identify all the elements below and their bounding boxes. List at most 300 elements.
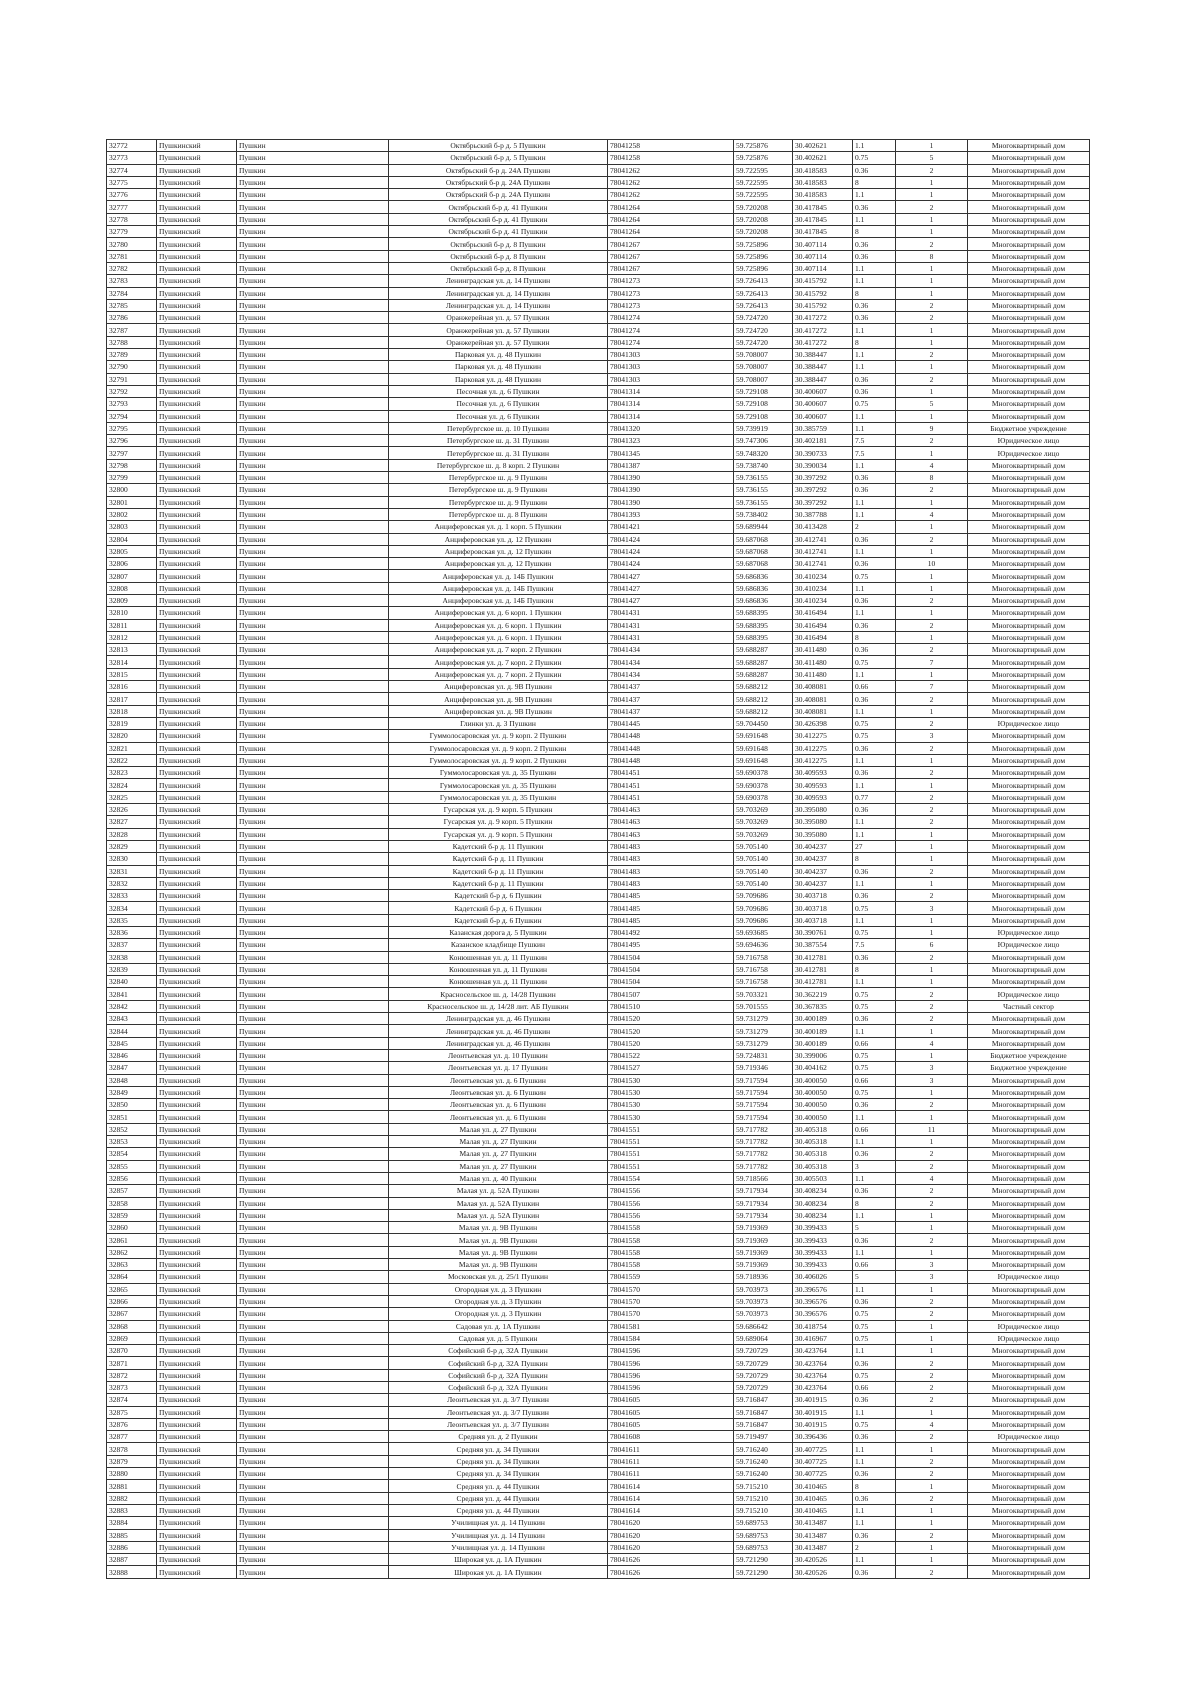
volume-cell: 0.75 xyxy=(853,1086,896,1098)
object-code-cell: 78041559 xyxy=(608,1271,734,1283)
object-code-cell: 78041463 xyxy=(608,816,734,828)
count-cell: 3 xyxy=(896,1271,968,1283)
city-cell: Пушкин xyxy=(237,1406,389,1418)
address-cell: Леонтьевская ул. д. 6 Пушкин xyxy=(389,1074,608,1086)
city-cell: Пушкин xyxy=(237,976,389,988)
count-cell: 2 xyxy=(896,890,968,902)
count-cell: 1 xyxy=(896,140,968,152)
address-cell: Песочная ул. д. 6 Пушкин xyxy=(389,398,608,410)
row-id-cell: 32863 xyxy=(107,1259,157,1271)
longitude-cell: 30.408081 xyxy=(793,681,853,693)
row-id-cell: 32778 xyxy=(107,213,157,225)
latitude-cell: 59.719346 xyxy=(734,1062,793,1074)
longitude-cell: 30.418754 xyxy=(793,1320,853,1332)
table-row xyxy=(107,1517,1090,1529)
table-row xyxy=(107,607,1090,619)
longitude-cell: 30.367835 xyxy=(793,1000,853,1012)
longitude-cell: 30.388447 xyxy=(793,361,853,373)
city-cell: Пушкин xyxy=(237,1332,389,1344)
district-cell: Пушкинский xyxy=(157,1468,237,1480)
row-id-cell: 32877 xyxy=(107,1431,157,1443)
object-code-cell: 78041614 xyxy=(608,1504,734,1516)
object-type-cell: Частный сектор xyxy=(968,1000,1090,1012)
latitude-cell: 59.708007 xyxy=(734,361,793,373)
object-type-cell: Многоквартирный дом xyxy=(968,213,1090,225)
count-cell: 2 xyxy=(896,1308,968,1320)
district-cell: Пушкинский xyxy=(157,902,237,914)
object-code-cell: 78041483 xyxy=(608,877,734,889)
volume-cell: 0.75 xyxy=(853,1308,896,1320)
volume-cell: 0.75 xyxy=(853,902,896,914)
table-row xyxy=(107,1468,1090,1480)
row-id-cell: 32797 xyxy=(107,447,157,459)
row-id-cell: 32777 xyxy=(107,201,157,213)
district-cell: Пушкинский xyxy=(157,1320,237,1332)
row-id-cell: 32807 xyxy=(107,570,157,582)
latitude-cell: 59.725896 xyxy=(734,238,793,250)
city-cell: Пушкин xyxy=(237,1554,389,1566)
volume-cell: 0.66 xyxy=(853,1037,896,1049)
table-row xyxy=(107,385,1090,397)
count-cell: 4 xyxy=(896,1037,968,1049)
volume-cell: 2 xyxy=(853,1541,896,1553)
volume-cell: 0.36 xyxy=(853,250,896,262)
address-cell: Анциферовская ул. д. 9В Пушкин xyxy=(389,705,608,717)
city-cell: Пушкин xyxy=(237,1369,389,1381)
city-cell: Пушкин xyxy=(237,742,389,754)
count-cell: 1 xyxy=(896,1209,968,1221)
row-id-cell: 32880 xyxy=(107,1468,157,1480)
table-row xyxy=(107,1504,1090,1516)
district-cell: Пушкинский xyxy=(157,730,237,742)
longitude-cell: 30.400189 xyxy=(793,1013,853,1025)
volume-cell: 0.36 xyxy=(853,1529,896,1541)
latitude-cell: 59.703973 xyxy=(734,1295,793,1307)
row-id-cell: 32779 xyxy=(107,226,157,238)
district-cell: Пушкинский xyxy=(157,558,237,570)
district-cell: Пушкинский xyxy=(157,951,237,963)
table-row xyxy=(107,545,1090,557)
count-cell: 2 xyxy=(896,1234,968,1246)
count-cell: 1 xyxy=(896,361,968,373)
row-id-cell: 32804 xyxy=(107,533,157,545)
count-cell: 1 xyxy=(896,1320,968,1332)
district-cell: Пушкинский xyxy=(157,1295,237,1307)
object-type-cell: Многоквартирный дом xyxy=(968,312,1090,324)
table-row xyxy=(107,828,1090,840)
city-cell: Пушкин xyxy=(237,1345,389,1357)
address-cell: Анциферовская ул. д. 14Б Пушкин xyxy=(389,594,608,606)
volume-cell: 0.75 xyxy=(853,1332,896,1344)
longitude-cell: 30.405318 xyxy=(793,1136,853,1148)
table-row xyxy=(107,1062,1090,1074)
volume-cell: 8 xyxy=(853,287,896,299)
longitude-cell: 30.396576 xyxy=(793,1295,853,1307)
district-cell: Пушкинский xyxy=(157,275,237,287)
address-cell: Парковая ул. д. 48 Пушкин xyxy=(389,373,608,385)
city-cell: Пушкин xyxy=(237,1480,389,1492)
district-cell: Пушкинский xyxy=(157,804,237,816)
object-type-cell: Многоквартирный дом xyxy=(968,877,1090,889)
volume-cell: 8 xyxy=(853,963,896,975)
district-cell: Пушкинский xyxy=(157,1123,237,1135)
district-cell: Пушкинский xyxy=(157,140,237,152)
latitude-cell: 59.736155 xyxy=(734,472,793,484)
volume-cell: 1.1 xyxy=(853,779,896,791)
object-type-cell: Многоквартирный дом xyxy=(968,1172,1090,1184)
object-type-cell: Многоквартирный дом xyxy=(968,1148,1090,1160)
address-cell: Средняя ул. д. 44 Пушкин xyxy=(389,1492,608,1504)
longitude-cell: 30.399006 xyxy=(793,1049,853,1061)
table-row xyxy=(107,1086,1090,1098)
object-type-cell: Многоквартирный дом xyxy=(968,865,1090,877)
volume-cell: 0.66 xyxy=(853,1381,896,1393)
city-cell: Пушкин xyxy=(237,312,389,324)
object-code-cell: 78041262 xyxy=(608,189,734,201)
table-row xyxy=(107,410,1090,422)
city-cell: Пушкин xyxy=(237,1566,389,1578)
object-type-cell: Многоквартирный дом xyxy=(968,508,1090,520)
district-cell: Пушкинский xyxy=(157,1049,237,1061)
object-type-cell: Многоквартирный дом xyxy=(968,730,1090,742)
district-cell: Пушкинский xyxy=(157,1111,237,1123)
object-type-cell: Многоквартирный дом xyxy=(968,1099,1090,1111)
city-cell: Пушкин xyxy=(237,914,389,926)
row-id-cell: 32792 xyxy=(107,385,157,397)
table-row xyxy=(107,963,1090,975)
row-id-cell: 32786 xyxy=(107,312,157,324)
district-cell: Пушкинский xyxy=(157,373,237,385)
latitude-cell: 59.725876 xyxy=(734,152,793,164)
latitude-cell: 59.705140 xyxy=(734,853,793,865)
district-cell: Пушкинский xyxy=(157,828,237,840)
object-type-cell: Многоквартирный дом xyxy=(968,361,1090,373)
district-cell: Пушкинский xyxy=(157,1099,237,1111)
volume-cell: 0.36 xyxy=(853,865,896,877)
longitude-cell: 30.407114 xyxy=(793,250,853,262)
volume-cell: 8 xyxy=(853,226,896,238)
count-cell: 1 xyxy=(896,410,968,422)
table-row xyxy=(107,1541,1090,1553)
row-id-cell: 32830 xyxy=(107,853,157,865)
city-cell: Пушкин xyxy=(237,877,389,889)
row-id-cell: 32868 xyxy=(107,1320,157,1332)
district-cell: Пушкинский xyxy=(157,336,237,348)
volume-cell: 0.36 xyxy=(853,1185,896,1197)
row-id-cell: 32859 xyxy=(107,1209,157,1221)
address-cell: Петербургское ш. д. 9 Пушкин xyxy=(389,484,608,496)
row-id-cell: 32808 xyxy=(107,582,157,594)
district-cell: Пушкинский xyxy=(157,533,237,545)
latitude-cell: 59.724831 xyxy=(734,1049,793,1061)
address-cell: Огородная ул. д. 3 Пушкин xyxy=(389,1295,608,1307)
city-cell: Пушкин xyxy=(237,533,389,545)
district-cell: Пушкинский xyxy=(157,1517,237,1529)
district-cell: Пушкинский xyxy=(157,1504,237,1516)
longitude-cell: 30.408234 xyxy=(793,1197,853,1209)
address-cell: Анциферовская ул. д. 6 корп. 1 Пушкин xyxy=(389,607,608,619)
volume-cell: 1.1 xyxy=(853,1246,896,1258)
city-cell: Пушкин xyxy=(237,1468,389,1480)
count-cell: 1 xyxy=(896,1136,968,1148)
district-cell: Пушкинский xyxy=(157,1406,237,1418)
object-type-cell: Многоквартирный дом xyxy=(968,1480,1090,1492)
table-row xyxy=(107,1455,1090,1467)
district-cell: Пушкинский xyxy=(157,472,237,484)
object-type-cell: Многоквартирный дом xyxy=(968,693,1090,705)
volume-cell: 1.1 xyxy=(853,324,896,336)
count-cell: 1 xyxy=(896,976,968,988)
row-id-cell: 32818 xyxy=(107,705,157,717)
count-cell: 1 xyxy=(896,521,968,533)
table-row xyxy=(107,336,1090,348)
address-cell: Малая ул. д. 52А Пушкин xyxy=(389,1185,608,1197)
object-type-cell: Многоквартирный дом xyxy=(968,607,1090,619)
latitude-cell: 59.748320 xyxy=(734,447,793,459)
latitude-cell: 59.703321 xyxy=(734,988,793,1000)
object-code-cell: 78041520 xyxy=(608,1037,734,1049)
object-type-cell: Многоквартирный дом xyxy=(968,238,1090,250)
latitude-cell: 59.694636 xyxy=(734,939,793,951)
object-type-cell: Многоквартирный дом xyxy=(968,963,1090,975)
longitude-cell: 30.400189 xyxy=(793,1037,853,1049)
count-cell: 1 xyxy=(896,1332,968,1344)
count-cell: 1 xyxy=(896,447,968,459)
volume-cell: 3 xyxy=(853,1160,896,1172)
city-cell: Пушкин xyxy=(237,1431,389,1443)
district-cell: Пушкинский xyxy=(157,398,237,410)
address-cell: Малая ул. д. 9В Пушкин xyxy=(389,1246,608,1258)
address-cell: Анциферовская ул. д. 6 корп. 1 Пушкин xyxy=(389,631,608,643)
object-code-cell: 78041483 xyxy=(608,853,734,865)
object-type-cell: Многоквартирный дом xyxy=(968,668,1090,680)
latitude-cell: 59.716240 xyxy=(734,1468,793,1480)
table-row xyxy=(107,1345,1090,1357)
table-row xyxy=(107,1136,1090,1148)
city-cell: Пушкин xyxy=(237,840,389,852)
object-type-cell: Многоквартирный дом xyxy=(968,1136,1090,1148)
volume-cell: 0.77 xyxy=(853,791,896,803)
table-row xyxy=(107,1197,1090,1209)
object-code-cell: 78041434 xyxy=(608,668,734,680)
latitude-cell: 59.689753 xyxy=(734,1529,793,1541)
table-row xyxy=(107,890,1090,902)
address-cell: Малая ул. д. 9В Пушкин xyxy=(389,1234,608,1246)
table-row xyxy=(107,459,1090,471)
object-type-cell: Многоквартирный дом xyxy=(968,1418,1090,1430)
row-id-cell: 32831 xyxy=(107,865,157,877)
city-cell: Пушкин xyxy=(237,521,389,533)
longitude-cell: 30.401915 xyxy=(793,1406,853,1418)
count-cell: 1 xyxy=(896,1517,968,1529)
latitude-cell: 59.716758 xyxy=(734,951,793,963)
latitude-cell: 59.689753 xyxy=(734,1541,793,1553)
row-id-cell: 32822 xyxy=(107,754,157,766)
row-id-cell: 32845 xyxy=(107,1037,157,1049)
row-id-cell: 32883 xyxy=(107,1504,157,1516)
longitude-cell: 30.401915 xyxy=(793,1418,853,1430)
count-cell: 1 xyxy=(896,189,968,201)
address-cell: Ленинградская ул. д. 46 Пушкин xyxy=(389,1013,608,1025)
longitude-cell: 30.412275 xyxy=(793,754,853,766)
address-cell: Леонтьевская ул. д. 3/7 Пушкин xyxy=(389,1394,608,1406)
object-type-cell: Многоквартирный дом xyxy=(968,1086,1090,1098)
object-code-cell: 78041558 xyxy=(608,1222,734,1234)
count-cell: 2 xyxy=(896,791,968,803)
table-row xyxy=(107,582,1090,594)
object-type-cell: Многоквартирный дом xyxy=(968,1074,1090,1086)
volume-cell: 0.36 xyxy=(853,533,896,545)
city-cell: Пушкин xyxy=(237,373,389,385)
count-cell: 1 xyxy=(896,1554,968,1566)
longitude-cell: 30.411480 xyxy=(793,656,853,668)
row-id-cell: 32801 xyxy=(107,496,157,508)
count-cell: 8 xyxy=(896,250,968,262)
longitude-cell: 30.418583 xyxy=(793,176,853,188)
volume-cell: 1.1 xyxy=(853,1504,896,1516)
row-id-cell: 32878 xyxy=(107,1443,157,1455)
object-code-cell: 78041620 xyxy=(608,1541,734,1553)
object-code-cell: 78041605 xyxy=(608,1418,734,1430)
count-cell: 1 xyxy=(896,1025,968,1037)
city-cell: Пушкин xyxy=(237,410,389,422)
object-code-cell: 78041570 xyxy=(608,1283,734,1295)
latitude-cell: 59.705140 xyxy=(734,865,793,877)
table-row xyxy=(107,472,1090,484)
row-id-cell: 32870 xyxy=(107,1345,157,1357)
longitude-cell: 30.405318 xyxy=(793,1148,853,1160)
object-code-cell: 78041262 xyxy=(608,176,734,188)
object-code-cell: 78041527 xyxy=(608,1062,734,1074)
volume-cell: 0.36 xyxy=(853,385,896,397)
count-cell: 1 xyxy=(896,176,968,188)
table-row xyxy=(107,1283,1090,1295)
city-cell: Пушкин xyxy=(237,1492,389,1504)
volume-cell: 1.1 xyxy=(853,607,896,619)
address-cell: Анциферовская ул. д. 12 Пушкин xyxy=(389,558,608,570)
address-cell: Софийский б-р д. 32А Пушкин xyxy=(389,1345,608,1357)
object-code-cell: 78041437 xyxy=(608,705,734,717)
latitude-cell: 59.717782 xyxy=(734,1123,793,1135)
row-id-cell: 32775 xyxy=(107,176,157,188)
latitude-cell: 59.719369 xyxy=(734,1246,793,1258)
longitude-cell: 30.408234 xyxy=(793,1209,853,1221)
district-cell: Пушкинский xyxy=(157,1357,237,1369)
row-id-cell: 32772 xyxy=(107,140,157,152)
longitude-cell: 30.388447 xyxy=(793,373,853,385)
volume-cell: 1.1 xyxy=(853,189,896,201)
object-code-cell: 78041434 xyxy=(608,656,734,668)
row-id-cell: 32872 xyxy=(107,1369,157,1381)
city-cell: Пушкин xyxy=(237,1197,389,1209)
address-cell: Малая ул. д. 27 Пушкин xyxy=(389,1160,608,1172)
table-row xyxy=(107,1049,1090,1061)
city-cell: Пушкин xyxy=(237,1381,389,1393)
row-id-cell: 32860 xyxy=(107,1222,157,1234)
latitude-cell: 59.720729 xyxy=(734,1381,793,1393)
object-type-cell: Многоквартирный дом xyxy=(968,656,1090,668)
object-type-cell: Многоквартирный дом xyxy=(968,853,1090,865)
object-type-cell: Юридическое лицо xyxy=(968,717,1090,729)
district-cell: Пушкинский xyxy=(157,1037,237,1049)
object-type-cell: Многоквартирный дом xyxy=(968,840,1090,852)
address-cell: Октябрьский б-р д. 5 Пушкин xyxy=(389,152,608,164)
count-cell: 1 xyxy=(896,668,968,680)
object-code-cell: 78041390 xyxy=(608,472,734,484)
longitude-cell: 30.412741 xyxy=(793,545,853,557)
object-type-cell: Многоквартирный дом xyxy=(968,914,1090,926)
count-cell: 2 xyxy=(896,767,968,779)
address-cell: Малая ул. д. 27 Пушкин xyxy=(389,1148,608,1160)
object-type-cell: Многоквартирный дом xyxy=(968,349,1090,361)
city-cell: Пушкин xyxy=(237,299,389,311)
address-cell: Оранжерейная ул. д. 57 Пушкин xyxy=(389,312,608,324)
district-cell: Пушкинский xyxy=(157,1222,237,1234)
volume-cell: 0.36 xyxy=(853,951,896,963)
latitude-cell: 59.725896 xyxy=(734,250,793,262)
district-cell: Пушкинский xyxy=(157,1345,237,1357)
address-cell: Леонтьевская ул. д. 6 Пушкин xyxy=(389,1086,608,1098)
address-cell: Леонтьевская ул. д. 3/7 Пушкин xyxy=(389,1406,608,1418)
district-cell: Пушкинский xyxy=(157,705,237,717)
object-code-cell: 78041614 xyxy=(608,1492,734,1504)
latitude-cell: 59.720729 xyxy=(734,1345,793,1357)
table-row xyxy=(107,742,1090,754)
latitude-cell: 59.686836 xyxy=(734,570,793,582)
longitude-cell: 30.412275 xyxy=(793,730,853,742)
object-code-cell: 78041267 xyxy=(608,238,734,250)
latitude-cell: 59.689753 xyxy=(734,1517,793,1529)
row-id-cell: 32857 xyxy=(107,1185,157,1197)
address-cell: Анциферовская ул. д. 12 Пушкин xyxy=(389,545,608,557)
count-cell: 2 xyxy=(896,619,968,631)
city-cell: Пушкин xyxy=(237,435,389,447)
longitude-cell: 30.385759 xyxy=(793,422,853,434)
longitude-cell: 30.423764 xyxy=(793,1357,853,1369)
longitude-cell: 30.400050 xyxy=(793,1074,853,1086)
table-row xyxy=(107,1295,1090,1307)
latitude-cell: 59.716847 xyxy=(734,1394,793,1406)
object-type-cell: Многоквартирный дом xyxy=(968,176,1090,188)
longitude-cell: 30.397292 xyxy=(793,472,853,484)
volume-cell: 0.36 xyxy=(853,804,896,816)
district-cell: Пушкинский xyxy=(157,1062,237,1074)
count-cell: 6 xyxy=(896,939,968,951)
object-type-cell: Многоквартирный дом xyxy=(968,521,1090,533)
count-cell: 11 xyxy=(896,1123,968,1135)
count-cell: 7 xyxy=(896,656,968,668)
volume-cell: 0.36 xyxy=(853,619,896,631)
object-type-cell: Многоквартирный дом xyxy=(968,1345,1090,1357)
city-cell: Пушкин xyxy=(237,668,389,680)
latitude-cell: 59.717782 xyxy=(734,1160,793,1172)
address-cell: Петербургское ш. д. 10 Пушкин xyxy=(389,422,608,434)
address-cell: Анциферовская ул. д. 14Б Пушкин xyxy=(389,582,608,594)
latitude-cell: 59.690378 xyxy=(734,779,793,791)
row-id-cell: 32867 xyxy=(107,1308,157,1320)
count-cell: 4 xyxy=(896,508,968,520)
count-cell: 2 xyxy=(896,644,968,656)
count-cell: 2 xyxy=(896,951,968,963)
district-cell: Пушкинский xyxy=(157,299,237,311)
table-row xyxy=(107,902,1090,914)
row-id-cell: 32802 xyxy=(107,508,157,520)
row-id-cell: 32848 xyxy=(107,1074,157,1086)
object-type-cell: Многоквартирный дом xyxy=(968,902,1090,914)
address-cell: Анциферовская ул. д. 12 Пушкин xyxy=(389,533,608,545)
object-code-cell: 78041570 xyxy=(608,1308,734,1320)
table-row xyxy=(107,558,1090,570)
